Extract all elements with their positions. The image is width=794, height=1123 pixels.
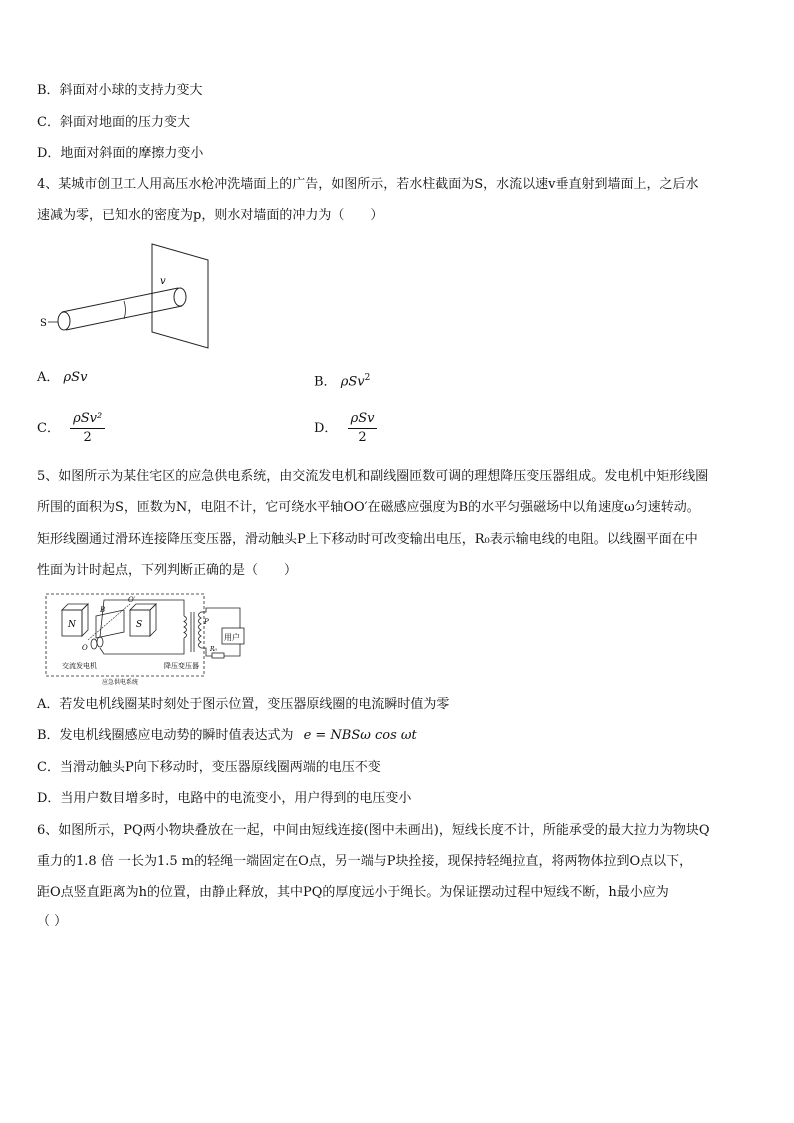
q5-figure-axis-o2: O′ bbox=[128, 596, 136, 604]
q4-stem-line2: 速减为零，已知水的密度为p，则水对墙面的冲力为（ ） bbox=[37, 208, 384, 223]
q4-option-b-expr: ρSv bbox=[340, 374, 365, 390]
q4-option-a[interactable] bbox=[37, 369, 87, 387]
q4-option-d-label: D． bbox=[314, 421, 338, 436]
q4-stem-line1: 4、某城市创卫工人用高压水枪冲洗墙面上的广告，如图所示，若水柱截面为S，水流以速v垂直射到墙面上，之后水 bbox=[37, 177, 699, 192]
q5-stem-line1: 5、如图所示为某住宅区的应急供电系统，由交流发电机和副线圈匝数可调的理想降压变压器组成。发电机中矩形线圈 bbox=[37, 469, 709, 484]
q6-stem-line3: 距O点竖直距离为h的位置，由静止释放，其中PQ的厚度远小于绳长。为保证摆动过程中短线不断，h最小应为 bbox=[37, 885, 669, 900]
q4-option-d-denominator: 2 bbox=[358, 430, 367, 445]
q5-option-c[interactable]: C．当滑动触头P向下移动时，变压器原线圈两端的电压不变 bbox=[37, 760, 381, 775]
q5-stem-line4: 性面为计时起点，下列判断正确的是（ ） bbox=[37, 563, 298, 578]
prev-option-d: D．地面对斜面的摩擦力变小 bbox=[37, 146, 204, 161]
q4-figure-label-s: S bbox=[40, 318, 47, 329]
q4-option-d[interactable] bbox=[314, 410, 377, 447]
q5-figure-caption-transformer: 降压变压器 bbox=[164, 662, 199, 670]
q5-power-system-figure bbox=[44, 592, 250, 686]
q5-figure-contact-p: P bbox=[204, 618, 209, 626]
q5-figure-caption-generator: 交流发电机 bbox=[62, 662, 97, 670]
q4-option-c-numerator: ρSv² bbox=[70, 410, 105, 429]
q4-option-d-numerator: ρSv bbox=[348, 410, 378, 429]
q5-figure-magnet-n: N bbox=[68, 620, 76, 630]
q5-option-b[interactable] bbox=[37, 727, 417, 745]
q4-option-a-label: A． bbox=[37, 370, 60, 385]
q5-stem-line2: 所围的面积为S，匝数为N，电阻不计，它可绕水平轴OO′在磁感应强度为B的水平匀强磁场中以角速度ω匀速转动。 bbox=[37, 500, 700, 515]
q4-option-c-label: C． bbox=[37, 421, 60, 436]
q5-stem-line3: 矩形线圈通过滑环连接降压变压器，滑动触头P上下移动时可改变输出电压，R₀表示输电线的电阻。以线圈平面在中 bbox=[37, 532, 698, 547]
q4-option-b-label: B． bbox=[314, 374, 337, 390]
q5-figure-resistor-r0: R₀ bbox=[210, 646, 217, 653]
q5-figure-caption-system: 应急供电系统 bbox=[102, 679, 139, 686]
q5-figure-magnet-s: S bbox=[136, 620, 143, 630]
q4-figure-label-v: v bbox=[160, 276, 166, 287]
q6-stem-line2: 重力的1.8 倍 一长为1.5 m的轻绳一端固定在O点，另一端与P块拴接，现保持轻绳拉直，将两物体拉到O点以下， bbox=[37, 854, 693, 869]
q4-option-c-denominator: 2 bbox=[83, 430, 92, 445]
q4-option-c[interactable] bbox=[37, 410, 105, 447]
q4-option-b-sup: 2 bbox=[364, 373, 371, 383]
q6-stem-line4: （ ） bbox=[37, 914, 68, 929]
q5-figure-user: 用户 bbox=[224, 633, 240, 642]
q5-figure-axis-o: O bbox=[82, 644, 88, 652]
q4-water-column-figure bbox=[36, 240, 226, 352]
prev-option-b: B．斜面对小球的支持力变大 bbox=[37, 83, 203, 98]
q5-option-b-text: B．发电机线圈感应电动势的瞬时值表达式为 bbox=[37, 728, 294, 743]
q5-option-a[interactable]: A．若发电机线圈某时刻处于图示位置，变压器原线圈的电流瞬时值为零 bbox=[37, 697, 450, 712]
q4-option-a-expr: ρSv bbox=[63, 370, 88, 385]
q5-option-d[interactable]: D．当用户数目增多时，电路中的电流变小，用户得到的电压变小 bbox=[37, 791, 412, 806]
q5-option-b-formula: e = NBSω cos ωt bbox=[303, 728, 417, 743]
q4-option-b[interactable] bbox=[314, 369, 370, 391]
q5-figure-field-b: B bbox=[100, 606, 106, 614]
q6-stem-line1: 6、如图所示，PQ两小物块叠放在一起，中间由短线连接(图中未画出)，短线长度不计，所能承受的最大拉力为物块Q bbox=[37, 823, 710, 838]
prev-option-c: C．斜面对地面的压力变大 bbox=[37, 115, 190, 130]
